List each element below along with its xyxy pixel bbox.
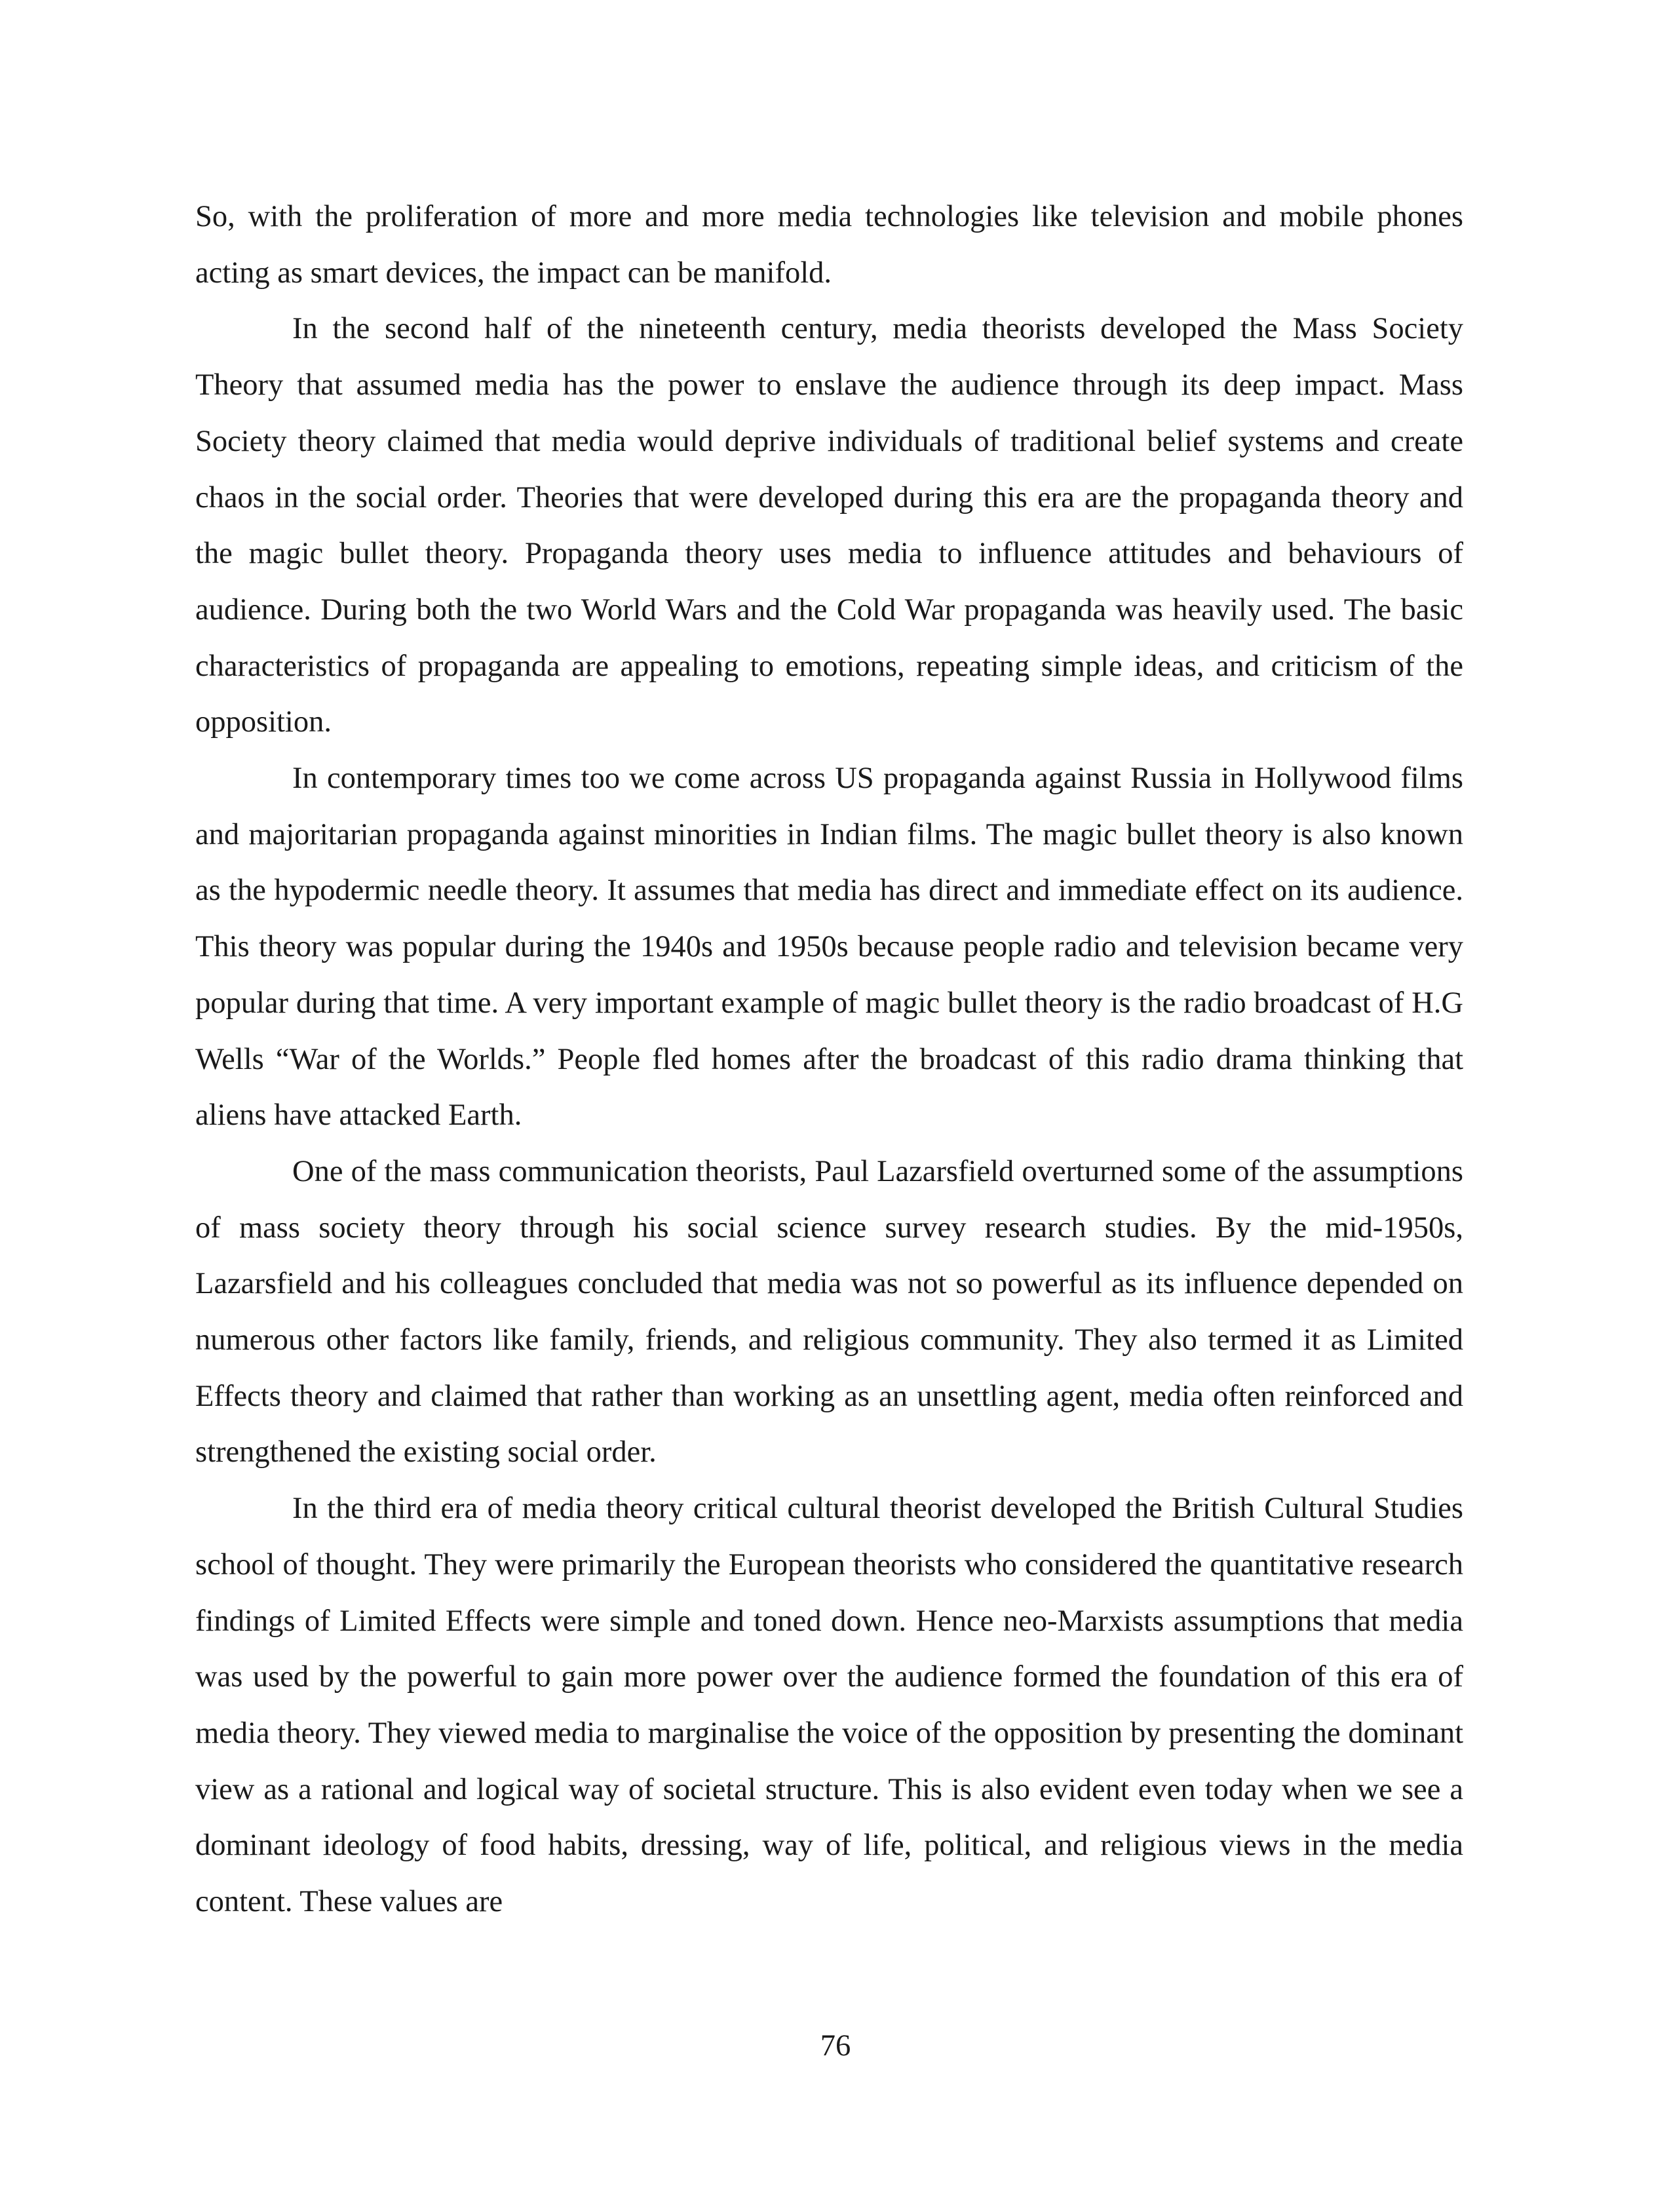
paragraph: One of the mass communication theorists, Paul Lazarsfield overturned some of the assumptions of mass society theory through his social science survey research studies. By the mid-1950s, Lazarsfield and his colleagues concluded that media was not so powerful as its influence depended on numerous other factors like family, friends, and religious community. They also termed it as Limited Effects theory and claimed that rather than working as an unsettling agent, media often reinforced and strengthened the existing social order. xyxy=(195,1154,1463,1469)
paragraph: In the second half of the nineteenth century, media theorists developed the Mass Society Theory that assumed media has the power to enslave the audience through its deep impact. Mass Society theory claimed that media would deprive individuals of traditional belief systems and create chaos in the social order. Theories that were developed during this era are the propaganda theory and the magic bullet theory. Propaganda theory uses media to influence attitudes and behaviours of audience. During both the two World Wars and the Cold War propaganda was heavily used. The basic characteristics of propaganda are appealing to emotions, repeating simple ideas, and criticism of the opposition. xyxy=(195,312,1463,739)
page-body xyxy=(195,189,1463,1930)
paragraph: In the third era of media theory critical cultural theorist developed the British Cultural Studies school of thought. They were primarily the European theorists who considered the quantitative research findings of Limited Effects were simple and toned down. Hence neo-Marxists assumptions that media was used by the powerful to gain more power over the audience formed the foundation of this era of media theory. They viewed media to marginalise the voice of the opposition by presenting the dominant view as a rational and logical way of societal structure. This is also evident even today when we see a dominant ideology of food habits, dressing, way of life, political, and religious views in the media content. These values are xyxy=(195,1492,1463,1919)
page-number: 76 xyxy=(820,2029,851,2063)
paragraph: In contemporary times too we come across US propaganda against Russia in Hollywood films and majoritarian propaganda against minorities in Indian films. The magic bullet theory is also known as the hypodermic needle theory. It assumes that media has direct and immediate effect on its audience. This theory was popular during the 1940s and 1950s because people radio and television became very popular during that time. A very important example of magic bullet theory is the radio broadcast of H.G Wells “War of the Worlds.” People fled homes after the broadcast of this radio drama thinking that aliens have attacked Earth. xyxy=(195,762,1463,1133)
paragraph: So, with the proliferation of more and more media technologies like television and mobile phones acting as smart devices, the impact can be manifold. xyxy=(195,200,1463,290)
